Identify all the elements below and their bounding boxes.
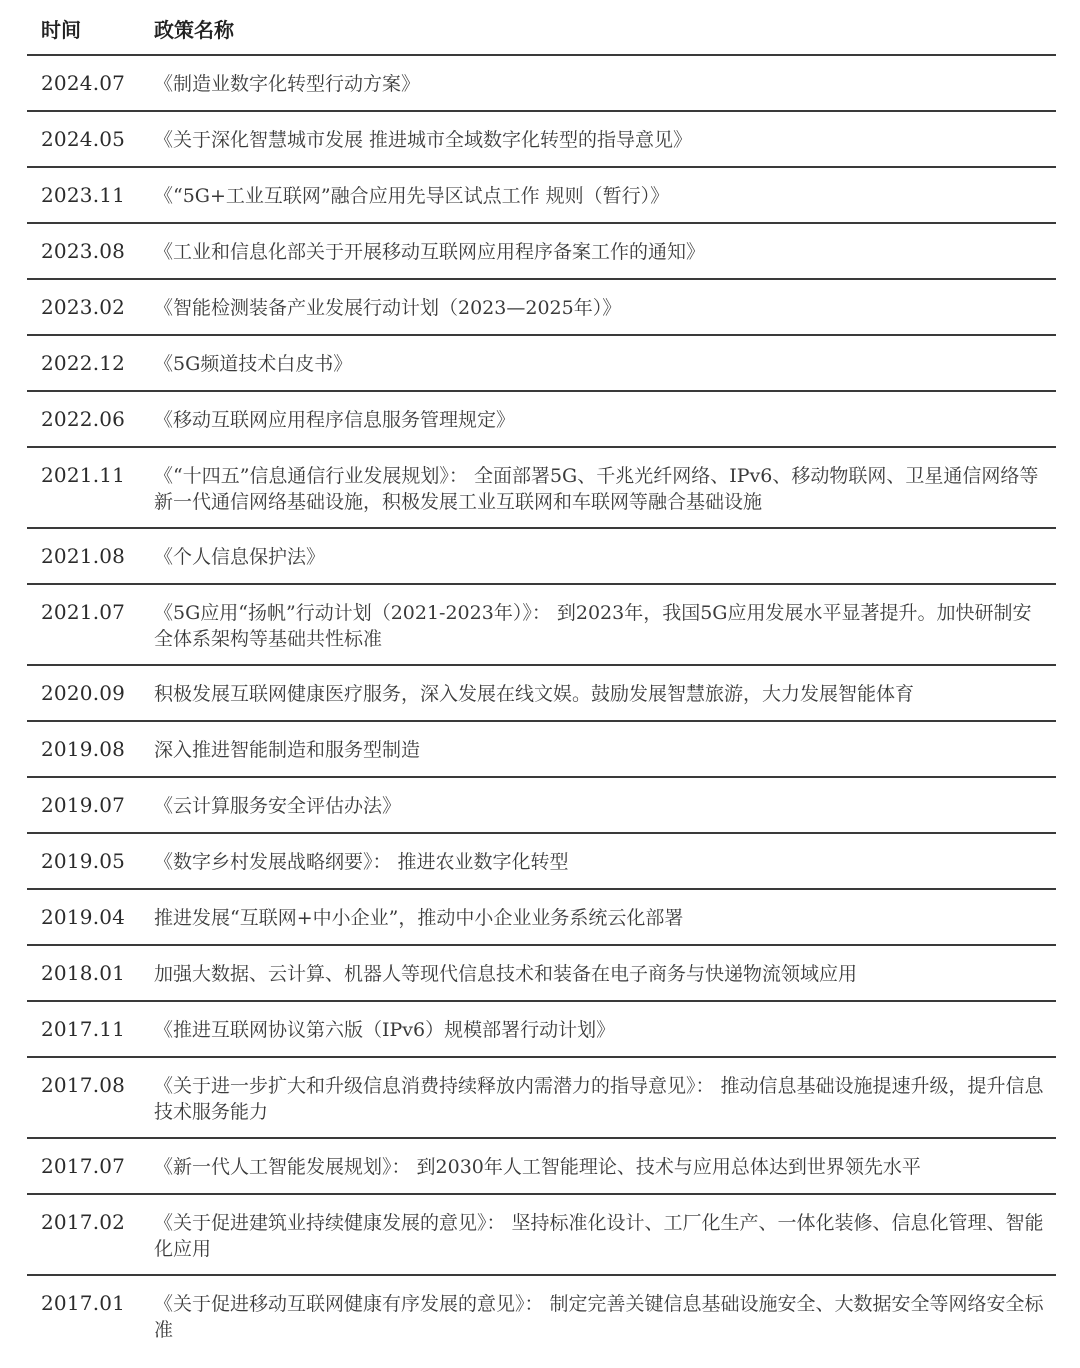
row-date: 2020.09 — [41, 681, 126, 705]
table-row — [27, 1002, 1056, 1058]
row-policy: 《制造业数字化转型行动方案》 — [154, 73, 421, 95]
table-row — [27, 722, 1056, 778]
table-row — [27, 280, 1056, 336]
row-policy: 推进发展“互联网+中小企业”，推动中小企业业务系统云化部署 — [154, 907, 684, 929]
row-policy: 《数字乡村发展战略纲要》： 推进农业数字化转型 — [154, 851, 569, 873]
table-header — [27, 0, 1056, 56]
table-row — [27, 666, 1056, 722]
row-policy: 《关于深化智慧城市发展 推进城市全域数字化转型的指导意见》 — [154, 129, 693, 151]
row-date: 2024.07 — [41, 71, 126, 95]
row-policy: 《移动互联网应用程序信息服务管理规定》 — [154, 409, 516, 431]
table-row — [27, 778, 1056, 834]
row-date: 2017.11 — [41, 1017, 126, 1041]
table-row — [27, 585, 1056, 666]
row-policy: 《推进互联网协议第六版（IPv6）规模部署行动计划》 — [154, 1019, 616, 1041]
row-date: 2017.01 — [41, 1291, 126, 1315]
row-policy: 《个人信息保护法》 — [154, 546, 326, 568]
table-row — [27, 112, 1056, 168]
row-date: 2023.02 — [41, 295, 126, 319]
row-policy: 深入推进智能制造和服务型制造 — [154, 739, 421, 761]
row-policy: 《关于促进移动互联网健康有序发展的意见》： 制定完善关键信息基础设施安全、大数据安全等网络安全标准 — [154, 1293, 1044, 1341]
row-policy: 《5G频道技术白皮书》 — [154, 353, 353, 375]
row-date: 2021.07 — [41, 600, 126, 624]
table-row — [27, 1195, 1056, 1276]
row-date: 2019.07 — [41, 793, 126, 817]
table-row — [27, 946, 1056, 1002]
row-date: 2021.08 — [41, 544, 126, 568]
row-date: 2024.05 — [41, 127, 126, 151]
row-policy: 《关于进一步扩大和升级信息消费持续释放内需潜力的指导意见》： 推动信息基础设施提速升级，提升信息技术服务能力 — [154, 1075, 1044, 1123]
row-policy: 加强大数据、云计算、机器人等现代信息技术和装备在电子商务与快递物流领域应用 — [154, 963, 858, 985]
row-policy: 《“5G+工业互联网”融合应用先导区试点工作 规则（暂行）》 — [154, 185, 670, 207]
table-row — [27, 1058, 1056, 1139]
row-policy: 《云计算服务安全评估办法》 — [154, 795, 402, 817]
row-policy: 《5G应用“扬帆”行动计划（2021-2023年）》： 到2023年，我国5G应用发展水平显著提升。加快研制安全体系架构等基础共性标准 — [154, 602, 1032, 650]
table-row — [27, 834, 1056, 890]
row-date: 2023.11 — [41, 183, 126, 207]
row-date: 2022.12 — [41, 351, 126, 375]
table-row — [27, 168, 1056, 224]
header-policy-name: 政策名称 — [154, 18, 234, 42]
row-date: 2019.05 — [41, 849, 126, 873]
row-policy: 《智能检测装备产业发展行动计划（2023—2025年）》 — [154, 297, 622, 319]
row-date: 2022.06 — [41, 407, 126, 431]
row-policy: 《关于促进建筑业持续健康发展的意见》： 坚持标准化设计、工厂化生产、一体化装修、信息化管理、智能化应用 — [154, 1212, 1044, 1260]
table-row — [27, 336, 1056, 392]
policy-table — [27, 0, 1056, 1357]
table-row — [27, 890, 1056, 946]
row-date: 2017.07 — [41, 1154, 126, 1178]
row-policy: 《“十四五”信息通信行业发展规划》： 全面部署5G、千兆光纤网络、IPv6、移动物联网、卫星通信网络等新一代通信网络基础设施，积极发展工业互联网和车联网等融合基础设施 — [154, 465, 1039, 513]
row-date: 2019.04 — [41, 905, 126, 929]
table-row — [27, 529, 1056, 585]
row-date: 2021.11 — [41, 463, 126, 487]
table-row — [27, 56, 1056, 112]
row-date: 2018.01 — [41, 961, 126, 985]
row-policy: 《新一代人工智能发展规划》： 到2030年人工智能理论、技术与应用总体达到世界领先水平 — [154, 1156, 921, 1178]
table-row — [27, 1139, 1056, 1195]
table-row — [27, 1276, 1056, 1357]
row-policy: 积极发展互联网健康医疗服务，深入发展在线文娱。鼓励发展智慧旅游，大力发展智能体育 — [154, 683, 915, 705]
table-row — [27, 224, 1056, 280]
row-date: 2023.08 — [41, 239, 126, 263]
table-row — [27, 392, 1056, 448]
row-date: 2017.08 — [41, 1073, 126, 1097]
row-date: 2019.08 — [41, 737, 126, 761]
header-time: 时间 — [41, 18, 81, 42]
table-row — [27, 448, 1056, 529]
row-date: 2017.02 — [41, 1210, 126, 1234]
row-policy: 《工业和信息化部关于开展移动互联网应用程序备案工作的通知》 — [154, 241, 706, 263]
